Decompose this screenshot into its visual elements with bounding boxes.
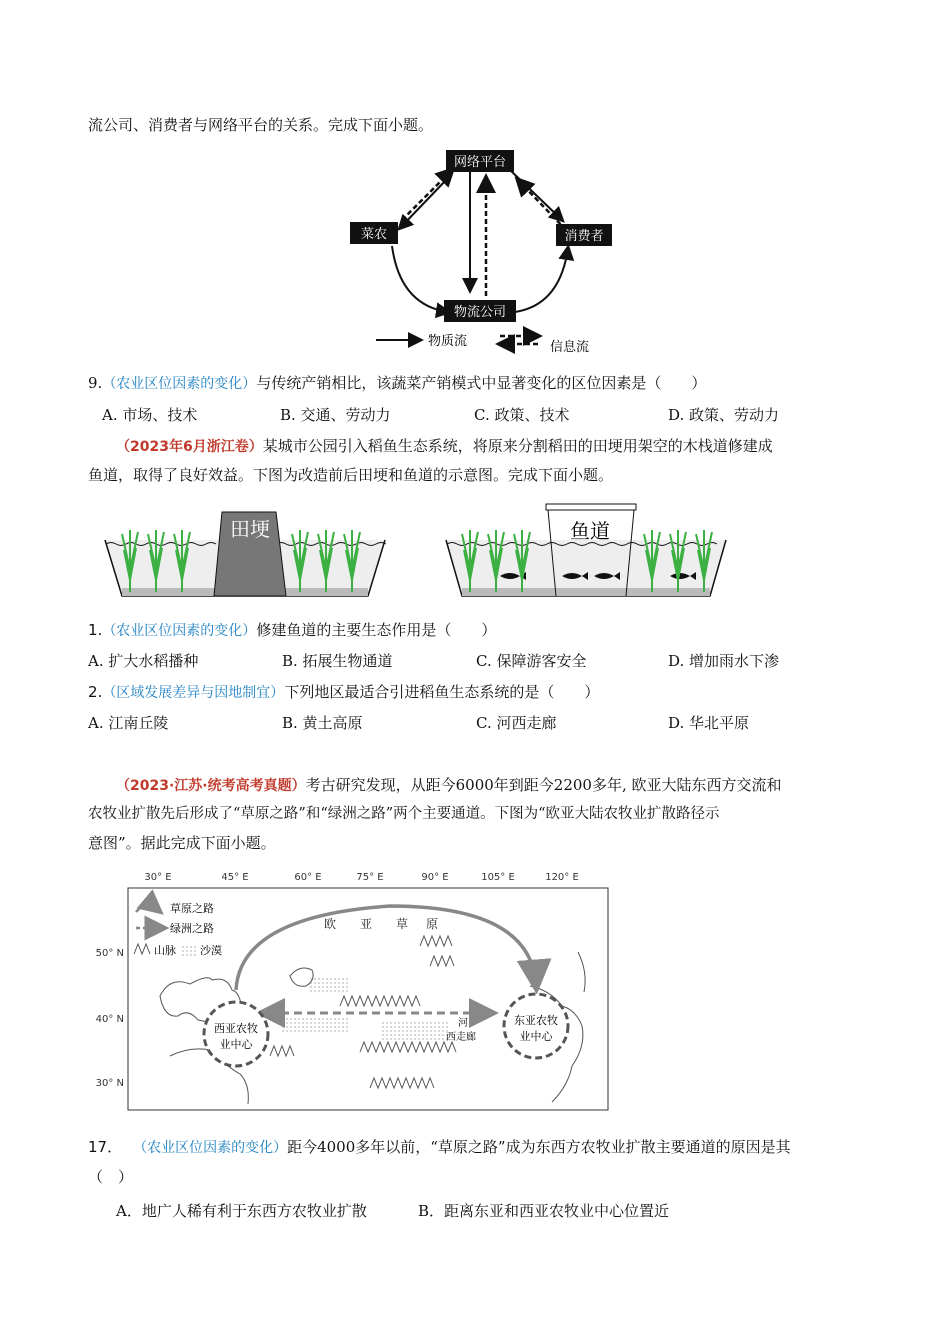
q17-paren: （ ）	[88, 1168, 134, 1186]
q9-tag: （农业区位因素的变化）	[102, 376, 257, 392]
q17-stem: 距今4000多年以前，“草原之路”成为东西方农牧业扩散主要通道的原因是其	[287, 1138, 791, 1156]
svg-text:105° E: 105° E	[481, 872, 515, 883]
svg-text:30° E: 30° E	[144, 872, 172, 883]
legend-mountain: 山脉	[154, 944, 176, 957]
p2-text1: 某城市公园引入稻鱼生态系统，将原来分割稻田的田埂用架空的木栈道修建成	[262, 437, 773, 455]
q17-stem-line	[88, 1136, 791, 1159]
q9-option-a[interactable]: A. 市场、技术	[102, 406, 198, 424]
q2-tag: （区域发展差异与因地制宜）	[102, 685, 285, 701]
q9-option-d[interactable]: D. 政策、劳动力	[668, 406, 780, 424]
q17-number: 17．	[88, 1138, 123, 1156]
supply-chain-diagram	[340, 140, 620, 358]
svg-text:50° N: 50° N	[95, 948, 124, 959]
p2-line1	[116, 435, 773, 458]
latitude-labels	[96, 948, 124, 1089]
svg-text:亚: 亚	[360, 917, 373, 931]
label-field-ridge: 田埂	[230, 517, 270, 541]
q1-option-b[interactable]: B. 拓展生物通道	[282, 652, 393, 670]
info-farmer-platform	[402, 170, 452, 220]
legend-info-label: 信息流	[550, 340, 590, 355]
p3-line3: 意图”。据此完成下面小题。	[88, 834, 276, 852]
svg-text:45° E: 45° E	[221, 872, 249, 883]
q2-option-a[interactable]: A. 江南丘陵	[88, 714, 169, 732]
q2-option-c[interactable]: C. 河西走廊	[476, 714, 557, 732]
corridor-label-1: 河	[458, 1018, 468, 1029]
p3-line1	[116, 774, 782, 797]
q2-option-d[interactable]: D. 华北平原	[668, 714, 750, 732]
q1-options	[88, 650, 868, 672]
svg-text:75° E: 75° E	[356, 872, 384, 883]
node-farmer-label: 菜农	[360, 227, 388, 242]
q2-stem-line	[88, 681, 599, 704]
p3-text1: 考古研究发现，从距今6000年到距今2200多年, 欧亚大陆东西方交流和	[305, 776, 782, 794]
q1-option-c[interactable]: C. 保障游客安全	[476, 652, 587, 670]
q2-number: 2.	[88, 683, 103, 701]
q9-option-c[interactable]: C. 政策、技术	[474, 406, 570, 424]
p2-source: （2023年6月浙江卷）	[116, 439, 263, 455]
q1-number: 1.	[88, 621, 103, 639]
svg-text:60° E: 60° E	[294, 872, 322, 883]
map-legend	[130, 890, 226, 964]
q1-tag: （农业区位因素的变化）	[102, 623, 257, 639]
q17-options	[88, 1200, 868, 1222]
q1-option-d[interactable]: D. 增加雨水下渗	[668, 652, 780, 670]
q17-option-b[interactable]: B．距离东亚和西亚农牧业中心位置近	[418, 1202, 670, 1220]
arc-farmer-logistics	[392, 246, 448, 312]
node-platform-label: 网络平台	[453, 155, 507, 170]
corridor-label-2: 西走廊	[446, 1032, 476, 1043]
q9-option-b[interactable]: B. 交通、劳动力	[280, 406, 391, 424]
q17-option-a[interactable]: A．地广人稀有利于东西方农牧业扩散	[116, 1202, 367, 1220]
q1-stem-line	[88, 619, 496, 642]
q9-stem: 与传统产销相比，该蔬菜产销模式中显著变化的区位因素是（ ）	[256, 374, 707, 392]
svg-text:90° E: 90° E	[421, 872, 449, 883]
q1-option-a[interactable]: A. 扩大水稻播种	[88, 652, 199, 670]
desert-tarim	[380, 1022, 450, 1042]
right-soil	[462, 588, 710, 596]
svg-text:欧: 欧	[324, 917, 337, 931]
east-center-label-2: 业中心	[519, 1030, 553, 1043]
east-center-label-1: 东亚农牧	[514, 1014, 558, 1027]
material-platform-farmer	[400, 178, 448, 228]
svg-text:120° E: 120° E	[545, 872, 579, 883]
material-platform-consumer	[510, 170, 562, 220]
p2-line2: 鱼道，取得了良好效益。下图为改造前后田埂和鱼道的示意图。完成下面小题。	[88, 466, 614, 484]
svg-text:30° N: 30° N	[95, 1078, 124, 1089]
west-center-label-1: 西亚农牧	[214, 1022, 258, 1035]
node-consumer-label: 消费者	[564, 229, 604, 244]
intro-text: 流公司、消费者与网络平台的关系。完成下面小题。	[88, 116, 434, 134]
node-logistics-label: 物流公司	[453, 305, 507, 320]
desert-west	[280, 1018, 350, 1034]
legend-steppe: 草原之路	[170, 902, 214, 915]
eurasia-map	[90, 866, 620, 1114]
p3-source: （2023·江苏·统考高考真题）	[116, 778, 306, 794]
q17-tag: （农业区位因素的变化）	[140, 1140, 288, 1156]
label-fish-channel: 鱼道	[570, 519, 610, 543]
legend-desert: 沙漠	[200, 944, 222, 957]
legend-oasis: 绿洲之路	[170, 922, 214, 935]
q2-stem: 下列地区最适合引进稻鱼生态系统的是（ ）	[284, 683, 600, 701]
boardwalk	[546, 504, 636, 510]
field-ridge-diagram	[100, 500, 740, 610]
q1-stem: 修建鱼道的主要生态作用是（ ）	[256, 621, 497, 639]
p3-line2: 农牧业扩散先后形成了“草原之路”和“绿洲之路”两个主要通道。下图为“欧亚大陆农牧业扩散路径示	[88, 806, 720, 822]
q2-options	[88, 712, 868, 734]
svg-text:草: 草	[396, 917, 409, 931]
info-consumer-platform	[518, 180, 566, 230]
desert-central	[310, 976, 350, 992]
q2-option-b[interactable]: B. 黄土高原	[282, 714, 363, 732]
longitude-labels	[144, 872, 578, 883]
west-center-label-2: 业中心	[219, 1038, 253, 1051]
legend-material-label: 物质流	[428, 334, 468, 349]
q9-number: 9.	[88, 374, 103, 392]
q9-stem-line	[88, 372, 706, 395]
svg-text:原: 原	[426, 917, 439, 931]
q9-options	[88, 404, 868, 426]
arc-logistics-consumer	[515, 248, 568, 312]
svg-text:40° N: 40° N	[95, 1014, 124, 1025]
